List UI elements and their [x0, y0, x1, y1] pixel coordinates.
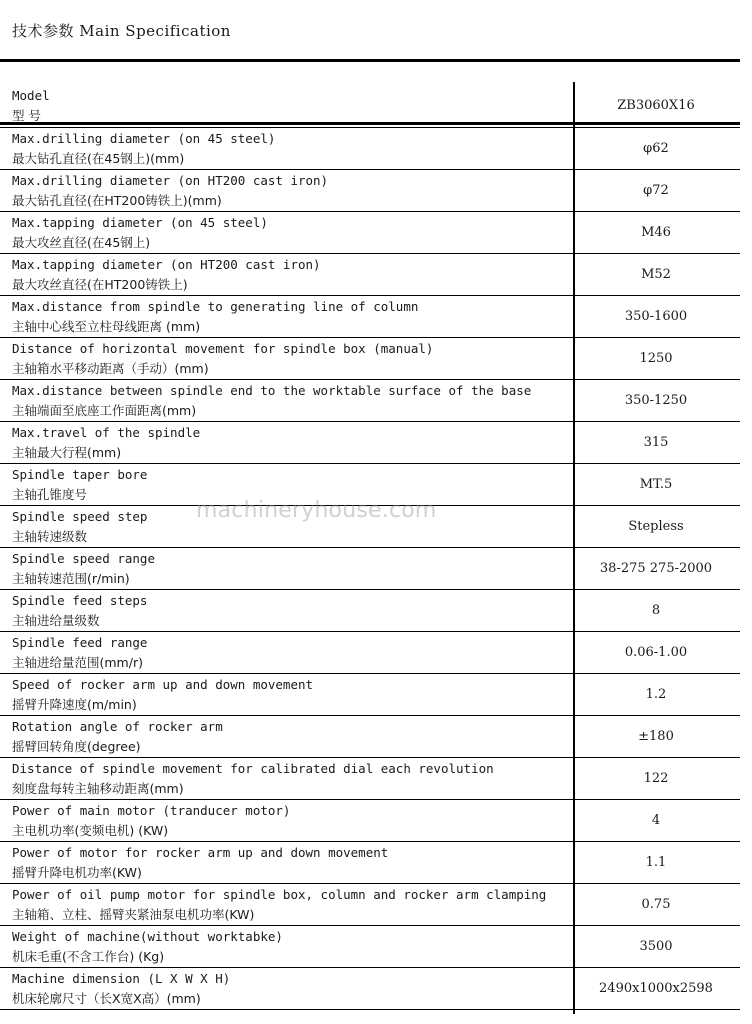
- spec-label-cell: [0, 590, 572, 632]
- spec-label-zh: 最大攻丝直径(在HT200铸铁上): [12, 276, 188, 292]
- spec-row: [0, 800, 740, 842]
- spec-row: [0, 212, 740, 254]
- spec-label-en: Max.drilling diameter (on HT200 cast iron): [12, 172, 329, 188]
- spec-label-cell: [0, 84, 572, 128]
- spec-row: [0, 632, 740, 674]
- spec-label-zh: 最大钻孔直径(在45钢上)(mm): [12, 150, 185, 166]
- spec-label-zh: 摇臂回转角度(degree): [12, 738, 141, 754]
- spec-label-zh: 主轴箱水平移动距离（手动）(mm): [12, 360, 209, 376]
- spec-label-en: Max.tapping diameter (on 45 steel): [12, 214, 268, 230]
- spec-label-en: Max.distance from spindle to generating line of column: [12, 298, 419, 314]
- spec-label-cell: [0, 842, 572, 884]
- spec-label-zh: 刻度盘每转主轴移动距离(mm): [12, 780, 184, 796]
- spec-value: 38-275 275-2000: [572, 548, 740, 590]
- spec-value: 1250: [572, 338, 740, 380]
- specification-table: [0, 84, 740, 1010]
- spec-label-zh: 主轴进给量级数: [12, 612, 100, 628]
- spec-row: [0, 338, 740, 380]
- spec-value: 8: [572, 590, 740, 632]
- spec-label-en: Power of motor for rocker arm up and down movement: [12, 844, 389, 860]
- spec-label-cell: [0, 422, 572, 464]
- spec-label-zh: 最大钻孔直径(在HT200铸铁上)(mm): [12, 192, 222, 208]
- spec-row: [0, 842, 740, 884]
- spec-label-en: Spindle speed range: [12, 550, 155, 566]
- spec-label-zh: 主轴最大行程(mm): [12, 444, 122, 460]
- spec-label-cell: [0, 128, 572, 170]
- spec-label-en: Max.tapping diameter (on HT200 cast iron): [12, 256, 321, 272]
- spec-value: 350-1250: [572, 380, 740, 422]
- spec-row: [0, 128, 740, 170]
- spec-label-en: Power of main motor (tranducer motor): [12, 802, 291, 818]
- spec-row: [0, 296, 740, 338]
- top-rule: [0, 59, 740, 62]
- spec-label-zh: 主轴端面至底座工作面距离(mm): [12, 402, 197, 418]
- spec-label-zh: 最大攻丝直径(在45钢上): [12, 234, 151, 250]
- spec-label-en: Model: [12, 87, 50, 103]
- spec-label-cell: [0, 548, 572, 590]
- spec-value: M52: [572, 254, 740, 296]
- spec-label-en: Spindle taper bore: [12, 466, 148, 482]
- spec-row: [0, 716, 740, 758]
- spec-label-zh: 主轴进给量范围(mm/r): [12, 654, 143, 670]
- spec-label-zh: 型 号: [12, 107, 41, 123]
- spec-label-cell: [0, 632, 572, 674]
- spec-value: 4: [572, 800, 740, 842]
- spec-row: [0, 84, 740, 128]
- spec-label-cell: [0, 254, 572, 296]
- spec-row: [0, 590, 740, 632]
- spec-value: φ72: [572, 170, 740, 212]
- spec-value: 0.75: [572, 884, 740, 926]
- spec-label-en: Speed of rocker arm up and down movement: [12, 676, 314, 692]
- spec-value: 122: [572, 758, 740, 800]
- spec-value: ZB3060X16: [572, 84, 740, 128]
- spec-row: [0, 548, 740, 590]
- spec-value: 2490x1000x2598: [572, 968, 740, 1010]
- spec-value: 3500: [572, 926, 740, 968]
- spec-label-cell: [0, 884, 572, 926]
- spec-label-zh: 主轴箱、立柱、摇臂夹紧油泵电机功率(KW): [12, 906, 255, 922]
- spec-value: 1.2: [572, 674, 740, 716]
- spec-label-cell: [0, 926, 572, 968]
- spec-row: [0, 926, 740, 968]
- spec-label-en: Spindle speed step: [12, 508, 148, 524]
- page-title: 技术参数 Main Specification: [12, 22, 231, 40]
- spec-label-cell: [0, 296, 572, 338]
- spec-value: 1.1: [572, 842, 740, 884]
- spec-label-cell: [0, 674, 572, 716]
- spec-label-zh: 主轴中心线至立柱母线距离 (mm): [12, 318, 201, 334]
- spec-label-zh: 机床毛重(不含工作台) (Kg): [12, 948, 165, 964]
- spec-value: 0.06-1.00: [572, 632, 740, 674]
- spec-label-en: Distance of horizontal movement for spindle box (manual): [12, 340, 434, 356]
- spec-label-cell: [0, 968, 572, 1010]
- spec-value: 315: [572, 422, 740, 464]
- spec-value: φ62: [572, 128, 740, 170]
- spec-row: [0, 170, 740, 212]
- spec-label-zh: 摇臂升降速度(m/min): [12, 696, 137, 712]
- spec-label-zh: 摇臂升降电机功率(KW): [12, 864, 142, 880]
- spec-value: ±180: [572, 716, 740, 758]
- spec-label-en: Machine dimension (L X W X H): [12, 970, 231, 986]
- spec-label-cell: [0, 800, 572, 842]
- spec-label-cell: [0, 380, 572, 422]
- spec-label-zh: 主轴转速范围(r/min): [12, 570, 130, 586]
- spec-row: [0, 674, 740, 716]
- spec-label-en: Max.travel of the spindle: [12, 424, 201, 440]
- spec-row: [0, 422, 740, 464]
- spec-row: [0, 254, 740, 296]
- spec-value: Stepless: [572, 506, 740, 548]
- spec-label-cell: [0, 170, 572, 212]
- spec-label-cell: [0, 758, 572, 800]
- spec-row: [0, 884, 740, 926]
- spec-label-en: Spindle feed steps: [12, 592, 148, 608]
- spec-label-zh: 主电机功率(变频电机) (KW): [12, 822, 169, 838]
- spec-label-zh: 主轴孔锥度号: [12, 486, 88, 502]
- spec-row: [0, 380, 740, 422]
- spec-label-en: Distance of spindle movement for calibrated dial each revolution: [12, 760, 494, 776]
- spec-row: [0, 968, 740, 1010]
- spec-label-zh: 机床轮廓尺寸（长X宽X高）(mm): [12, 990, 201, 1006]
- spec-label-cell: [0, 716, 572, 758]
- spec-label-en: Weight of machine(without worktabke): [12, 928, 283, 944]
- spec-label-cell: [0, 338, 572, 380]
- spec-label-en: Max.distance between spindle end to the worktable surface of the base: [12, 382, 532, 398]
- spec-label-en: Power of oil pump motor for spindle box, column and rocker arm clamping: [12, 886, 547, 902]
- spec-value: M46: [572, 212, 740, 254]
- spec-label-zh: 主轴转速级数: [12, 528, 88, 544]
- spec-label-en: Rotation angle of rocker arm: [12, 718, 223, 734]
- spec-label-en: Spindle feed range: [12, 634, 148, 650]
- spec-label-en: Max.drilling diameter (on 45 steel): [12, 130, 276, 146]
- spec-value: MT.5: [572, 464, 740, 506]
- spec-label-cell: [0, 212, 572, 254]
- watermark: machineryhouse.com: [196, 498, 437, 523]
- spec-row: [0, 758, 740, 800]
- spec-value: 350-1600: [572, 296, 740, 338]
